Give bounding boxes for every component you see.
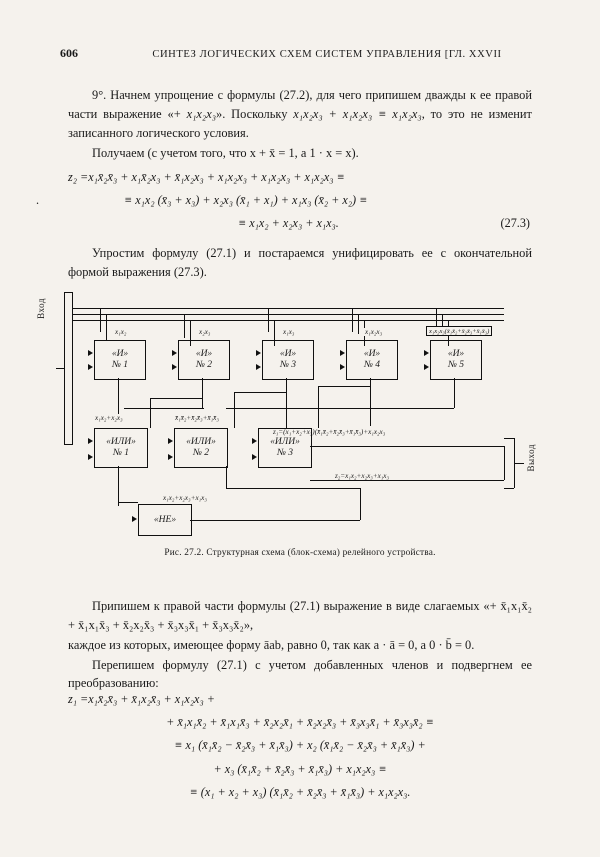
paragraph-1-mid: ». Поскольку (216, 106, 294, 121)
equation2-line-3-text: ≡ x₁ (x̄₁x̄₂ − x̄₂x̄₃ + x̄₁x̄₃) + x₂ (x̄₁x̄₂ − x̄₂x̄₃ + x̄₁x̄₃) + (174, 738, 426, 753)
arrow-into-and2-b (172, 364, 177, 370)
block-and-1[interactable] (94, 340, 146, 380)
equation-line-2 (36, 189, 532, 212)
bus-rail-x3 (72, 320, 504, 321)
arrow-into-and5-b (424, 364, 429, 370)
wire-and3-out (286, 378, 287, 428)
wire-cross-3b (318, 386, 370, 387)
paragraph-5: каждое из которых, имеющее форму āab, равно 0, так как a · ā = 0, а 0 · b̄ = 0. (68, 637, 475, 652)
block-and-2-number: № 2 (195, 360, 213, 370)
arrow-into-and3-b (256, 364, 261, 370)
wire-cross-3 (318, 386, 319, 428)
paragraph-1-pre: 9°. Начнем упрощение с формулы (27.2), для чего припишем дважды к ее правой части выражение «+ (68, 88, 532, 121)
output-brace-bottom (504, 488, 514, 489)
block-and-1-title: «И» (111, 349, 129, 360)
label-and4-input: x₁x₂x₃ (365, 328, 383, 336)
wire-and2-to-or1 (124, 408, 204, 409)
arrow-into-and4-b (340, 364, 345, 370)
input-brace-bottom (64, 444, 73, 445)
block-not-1[interactable] (138, 504, 192, 536)
bus-rail-x2 (72, 314, 504, 315)
body-text-bottom (68, 597, 532, 694)
input-brace-spine (64, 292, 65, 444)
arrow-into-or1-a (88, 438, 93, 444)
block-or-3-number: № 3 (276, 448, 294, 458)
block-or-3[interactable] (258, 428, 312, 468)
block-or-3-title: «ИЛИ» (270, 437, 300, 448)
input-brace-top (64, 292, 73, 293)
page-number: 606 (60, 46, 78, 60)
equation2-line-3 (68, 734, 532, 757)
output-label: Выход (526, 444, 536, 472)
block-or-2[interactable] (174, 428, 228, 468)
block-or-1-title: «ИЛИ» (106, 437, 136, 448)
margin-dot: . (36, 192, 40, 207)
drop-and2-a (184, 314, 185, 338)
paragraph-1-expr-1: x₁x₂x₃ (186, 106, 216, 121)
bus-rail-x1 (72, 308, 504, 309)
figure-block-diagram (34, 288, 566, 544)
arrow-into-and4-a (340, 350, 345, 356)
arrow-into-and2-a (172, 350, 177, 356)
equation2-line-4 (68, 758, 532, 781)
block-or-1[interactable] (94, 428, 148, 468)
block-and-2[interactable] (178, 340, 230, 380)
block-and-2-title: «И» (195, 349, 213, 360)
paragraph-1-post: , то это не изменит записанного логического условия. (68, 106, 532, 140)
wire-cross-2 (234, 392, 235, 428)
paragraph-1 (68, 86, 532, 143)
wire-not-out (190, 520, 360, 521)
equation-line-1 (68, 166, 532, 189)
label-or2-input: x̄₁x̄₂+x̄₂x̄₃+x̄₁x̄₃ (175, 414, 219, 422)
wire-cross-2b (234, 392, 286, 393)
wire-or3-to-output (310, 446, 504, 447)
wire-and4-out (370, 378, 371, 426)
wire-and2-out (202, 378, 203, 408)
output-brace-top (504, 438, 514, 439)
wire-or2-down (226, 466, 227, 488)
block-or-1-number: № 1 (112, 448, 130, 458)
arrow-into-not (132, 516, 137, 522)
block-and-1-number: № 1 (111, 360, 129, 370)
block-not-1-title: «НЕ» (153, 514, 177, 525)
label-and1-input: x₁x₂ (115, 328, 127, 336)
paragraph-1-expr-2: x₁x₂x₃ + x₁x₂x₃ ≡ x₁x₂x₃ (293, 106, 422, 121)
arrow-into-and5-a (424, 350, 429, 356)
equation-group-27-4 (68, 688, 532, 804)
paragraph-6: Перепишем формулу (27.1) с учетом добавленных членов и подвергнем ее преобразованию: (68, 657, 532, 691)
label-or1-input: x₁x₂+x₂x₃ (95, 414, 123, 422)
block-or-2-number: № 2 (192, 448, 210, 458)
wire-and5-out (454, 378, 455, 408)
arrow-into-and1-a (88, 350, 93, 356)
equation-line-3-text: ≡ x₁x₂ + x₂x₃ + x₁x₃. (238, 215, 339, 230)
arrow-into-or2-a (168, 438, 173, 444)
equation2-line-2-text: + x̄₁x₁x̄₂ + x̄₁x₁x̄₃ + x̄₂x₂x̄₁ + x̄₂x₂x̄₃ + x̄₃x₃x̄₁ + x̄₃x₃x̄₂ ≡ (166, 715, 434, 730)
block-and-3-number: № 3 (279, 360, 297, 370)
drop-and3-a (268, 308, 269, 332)
arrow-into-or1-b (88, 454, 93, 460)
equation2-line-1 (68, 688, 532, 711)
paragraph-2: Получаем (с учетом того, что x + x̄ = 1, а 1 · x = x). (92, 145, 359, 160)
drop-and1-a (100, 308, 101, 332)
block-and-5-title: «И» (447, 349, 465, 360)
output-brace-mid (514, 463, 524, 464)
running-title: СИНТЕЗ ЛОГИЧЕСКИХ СХЕМ СИСТЕМ УПРАВЛЕНИЯ [ГЛ. XXVII (152, 49, 502, 60)
block-and-4[interactable] (346, 340, 398, 380)
label-z2: z₂=x₁x₂+x₂x₃+x₁x₃ (335, 472, 389, 480)
block-or-2-title: «ИЛИ» (186, 437, 216, 448)
block-and-3-title: «И» (279, 349, 297, 360)
equation2-line-1-text: z₁ =x₁x̄₂x̄₃ + x̄₁x₂x̄₃ + x₁x₂x₃ + (68, 692, 215, 706)
wire-cross-1b (150, 398, 202, 399)
paragraph-3: Упростим формулу (27.1) и постараемся унифицировать ее с окончательной формой выражения (27.3). (68, 246, 532, 279)
input-label: Вход (36, 298, 46, 319)
wire-cross-1 (150, 398, 151, 428)
block-and-5-number: № 5 (447, 360, 465, 370)
label-and3-input: x₁x₃ (283, 328, 295, 336)
equation-line-1-text: z₂ =x₁x̄₂x̄₃ + x₁x̄₂x₃ + x̄₁x₂x₃ + x₁x₂x₃ + x₁x₂x₃ + x₁x₂x₃ ≡ (68, 170, 345, 185)
wire-z2-to-output (310, 480, 504, 481)
page-header (60, 46, 544, 61)
arrow-into-and3-a (256, 350, 261, 356)
wire-to-not-in (118, 502, 138, 503)
equation-group-27-3 (36, 166, 532, 234)
equation-number-27-3: (27.3) (500, 215, 530, 230)
drop-and4-a (352, 308, 353, 332)
equation-line-3 (68, 212, 532, 235)
label-and5-input: x₁x₂x₃(x̄₁x̄₂+x̄₂x̄₃+x̄₁x̄₃) (426, 326, 492, 336)
equation-line-2-text: ≡ x₁x₂ (x̄₃ + x₃) + x₂x₃ (x̄₁ + x₁) + x₁x₃ (x̄₂ + x₂) ≡ (124, 192, 368, 207)
equation2-line-4-text: + x₃ (x̄₁x̄₂ + x̄₂x̄₃ + x̄₁x̄₃) + x₁x₂x₃ ≡ (213, 761, 387, 776)
label-not-output: x₁x₂+x₂x₃+x₁x₃ (163, 494, 207, 502)
arrow-into-and1-b (88, 364, 93, 370)
block-and-3[interactable] (262, 340, 314, 380)
equation2-line-2 (68, 711, 532, 734)
arrow-into-or3-a (252, 438, 257, 444)
label-and2-input: x₂x₃ (199, 328, 211, 336)
body-text-top (36, 86, 532, 283)
drop-and4-b (358, 314, 359, 334)
equation2-line-5 (68, 781, 532, 804)
drop-and1-b (106, 314, 107, 340)
block-and-4-title: «И» (363, 349, 381, 360)
wire-or1-down (118, 466, 119, 502)
block-and-5[interactable] (430, 340, 482, 380)
wire-not-out-up (360, 488, 361, 520)
equation2-line-5-text: ≡ (x₁ + x₂ + x₃) (x̄₁x̄₂ + x̄₂x̄₃ + x̄₁x̄₃) + x₁x₂x₃. (189, 784, 411, 799)
block-and-4-number: № 4 (363, 360, 381, 370)
wire-and5-to-or (226, 408, 454, 409)
paragraph-4: Припишем к правой части формулы (27.1) выражение в виде слагаемых «+ x̄₁x₁x̄₂ + x̄₁x₁x̄₃ + x̄₂x₂x̄₃ + x̄₃x₃x̄₁ + x̄₃x₃x̄₂», (68, 599, 532, 632)
arrow-into-or3-b (252, 454, 257, 460)
arrow-into-or2-b (168, 454, 173, 460)
wire-output-bus-down (504, 446, 505, 480)
label-or3-output: z₁=(x₁+x₂+x₃)(x̄₁x̄₂+x̄₂x̄₃+x̄₁x̄₃)+x₁x₂x₃ (273, 428, 386, 436)
wire-feedback-top (226, 488, 360, 489)
figure-caption: Рис. 27.2. Структурная схема (блок-схема) релейного устройства. (164, 548, 436, 558)
